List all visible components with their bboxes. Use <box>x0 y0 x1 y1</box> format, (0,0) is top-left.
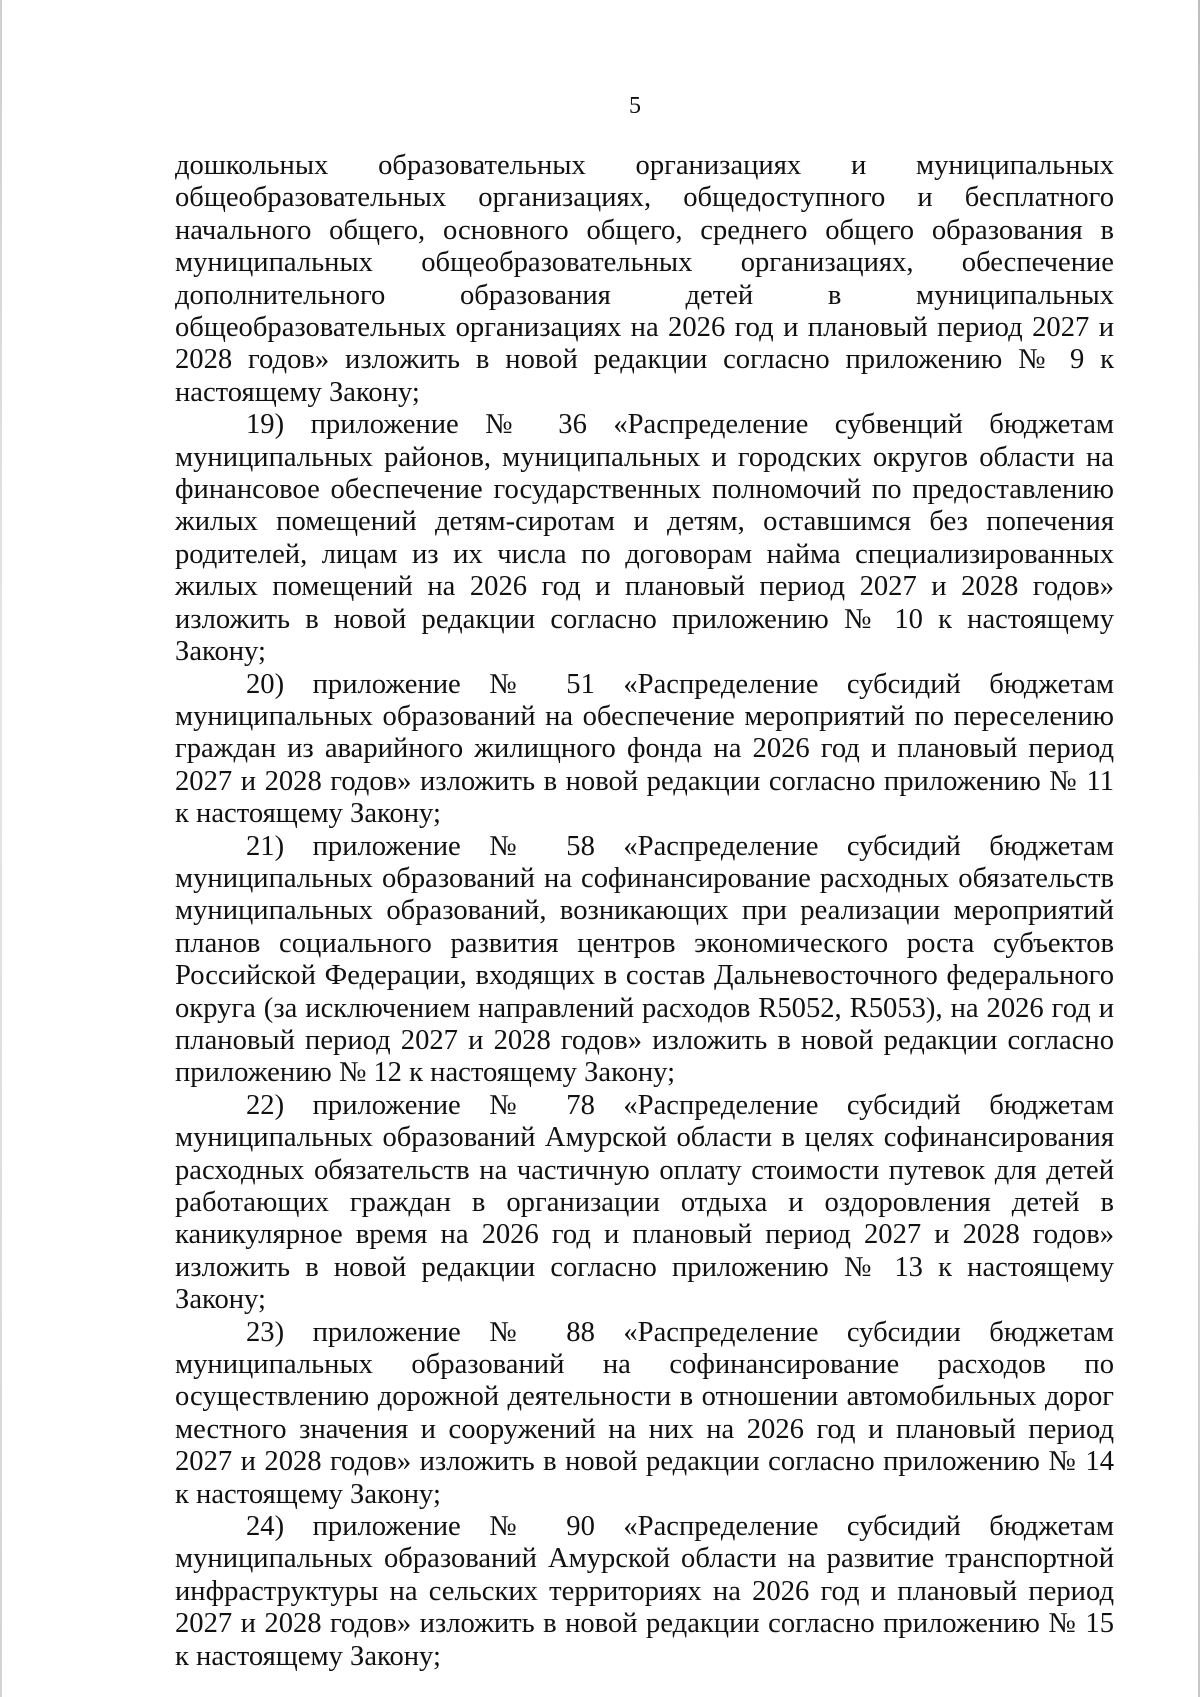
paragraph-item-22: 22) приложение № 78 «Распределение субсидий бюджетам муниципальных образований Амурской области в целях софинансирования расходных обязательств на частичную оплату стоимости путевок для детей работающих граждан в организации отдыха и оздоровления детей в каникулярное время на 2026 год и плановый период 2027 и 2028 годов» изложить в новой редакции согласно приложению № 13 к настоящему Закону; <box>175 1089 1114 1316</box>
paragraph-item-23: 23) приложение № 88 «Распределение субсидии бюджетам муниципальных образований на софинансирование расходов по осуществлению дорожной деятельности в отношении автомобильных дорог местного значения и сооружений на них на 2026 год и плановый период 2027 и 2028 годов» изложить в новой редакции согласно приложению № 14 к настоящему Закону; <box>175 1316 1114 1510</box>
paragraph-item-19: 19) приложение № 36 «Распределение субвенций бюджетам муниципальных районов, муниципальных и городских округов области на финансовое обеспечение государственных полномочий по предоставлению жилых помещений детям-сиротам и детям, оставшимся без попечения родителей, лицам из их числа по договорам найма специализированных жилых помещений на 2026 год и плановый период 2027 и 2028 годов» изложить в новой редакции согласно приложению № 10 к настоящему Закону; <box>175 409 1114 668</box>
page-number: 5 <box>629 93 641 119</box>
paragraph-item-24: 24) приложение № 90 «Распределение субсидий бюджетам муниципальных образований Амурской области на развитие транспортной инфраструктуры на сельских территориях на 2026 год и плановый период 2027 и 2028 годов» изложить в новой редакции согласно приложению № 15 к настоящему Закону; <box>175 1511 1114 1672</box>
paragraph-item-21: 21) приложение № 58 «Распределение субсидий бюджетам муниципальных образований на софинансирование расходных обязательств муниципальных образований, возникающих при реализации мероприятий планов социального развития центров экономического роста субъектов Российской Федерации, входящих в состав Дальневосточного федерального округа (за исключением направлений расходов R5052, R5053), на 2026 год и плановый период 2027 и 2028 годов» изложить в новой редакции согласно приложению № 12 к настоящему Закону; <box>175 830 1114 1089</box>
document-body <box>175 150 1114 1673</box>
scan-edge-left <box>0 0 2 1697</box>
paragraph-continuation: дошкольных образовательных организациях и муниципальных общеобразовательных организациях, общедоступного и бесплатного начального общего, основного общего, среднего общего образования в муниципальных общеобразовательных организациях, обеспечение дополнительного образования детей в муниципальных общеобразовательных организациях на 2026 год и плановый период 2027 и 2028 годов» изложить в новой редакции согласно приложению № 9 к настоящему Закону; <box>175 150 1114 408</box>
paragraph-item-20: 20) приложение № 51 «Распределение субсидий бюджетам муниципальных образований на обеспечение мероприятий по переселению граждан из аварийного жилищного фонда на 2026 год и плановый период 2027 и 2028 годов» изложить в новой редакции согласно приложению № 11 к настоящему Закону; <box>175 668 1114 830</box>
